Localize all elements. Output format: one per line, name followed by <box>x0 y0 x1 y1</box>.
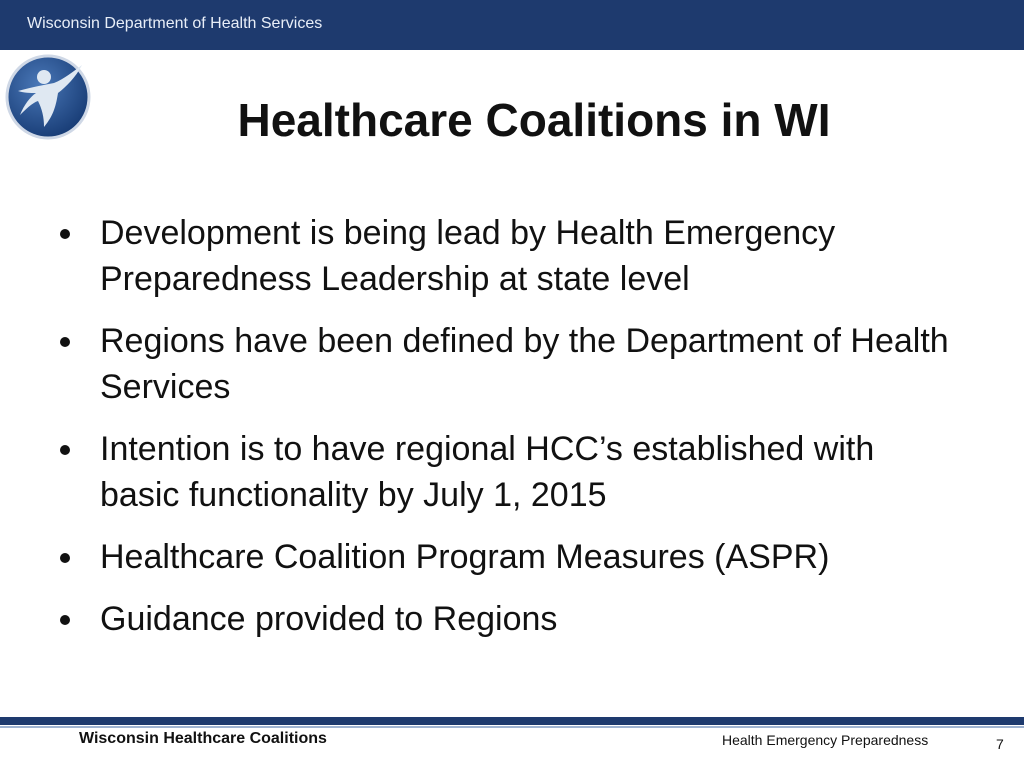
header-bar <box>0 0 1024 50</box>
footer-subtitle: Health Emergency Preparedness <box>722 732 929 748</box>
footer-title: Wisconsin Healthcare Coalitions <box>79 730 327 747</box>
list-item <box>58 210 958 302</box>
bullet-text: Intention is to have regional HCC’s established with basic functionality by July 1, 2015 <box>100 430 875 514</box>
list-item <box>58 534 958 580</box>
bullet-text: Regions have been defined by the Department of Health Services <box>100 322 949 406</box>
bullet-icon <box>60 445 70 455</box>
org-name: Wisconsin Department of Health Services <box>27 15 323 32</box>
list-item <box>58 596 958 642</box>
list-item <box>58 318 958 410</box>
bullet-icon <box>60 337 70 347</box>
bullet-icon <box>60 553 70 563</box>
slide-title: Healthcare Coalitions in WI <box>237 94 831 146</box>
page-number: 7 <box>996 736 1004 752</box>
bullet-icon <box>60 615 70 625</box>
footer-divider-accent <box>0 726 1024 728</box>
bullet-text: Development is being lead by Health Emergency Preparedness Leadership at state level <box>100 214 836 298</box>
list-item <box>58 426 958 518</box>
bullet-text: Guidance provided to Regions <box>100 600 558 638</box>
bullet-text: Healthcare Coalition Program Measures (ASPR) <box>100 538 830 576</box>
bullet-list <box>58 210 958 658</box>
bullet-icon <box>60 229 70 239</box>
footer-divider <box>0 717 1024 725</box>
